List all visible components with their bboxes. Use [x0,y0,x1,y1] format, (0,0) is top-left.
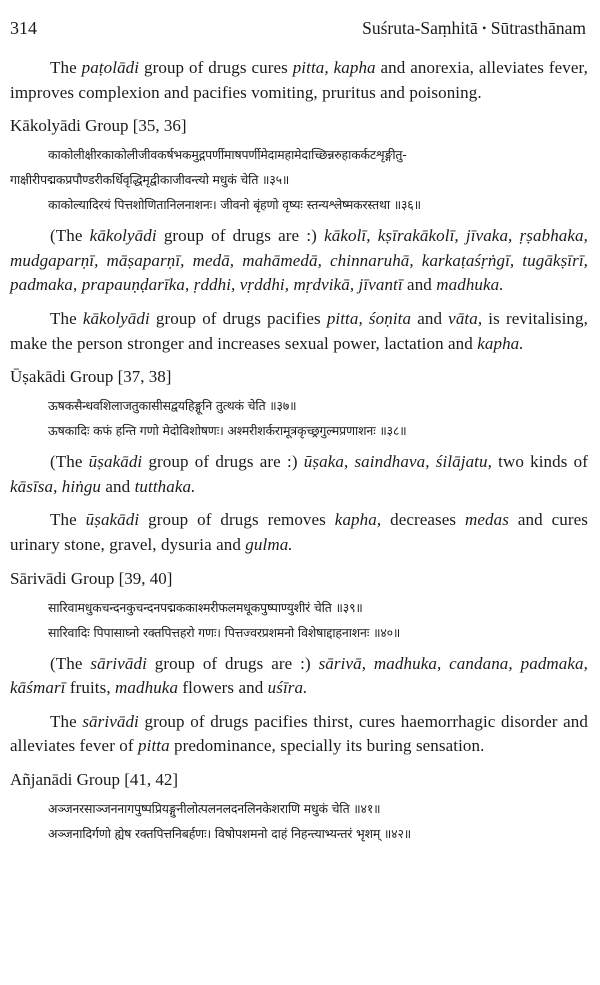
page-number: 314 [10,18,37,38]
sarivadi-translation: (The sārivādi group of drugs are :) sārivā, madhuka, candana, padmaka, kāśmarī fruits, madhuka flowers and uśīra. [10,653,589,698]
usakadi-heading: Ūṣakādi Group [37, 38] [10,367,172,387]
italic-term: madhuka [115,678,179,698]
anjanadi-verse-42: अञ्जनादिर्गणो ह्येष रक्तपित्तनिबर्हणः। विषोपशमनो दाहं निहन्त्याभ्यन्तरं भृशम् ॥४२॥ [48,825,412,841]
italic-term: pitta, śoṇita [326,308,412,328]
running-head-left: Suśruta-Saṃhitā [362,18,478,38]
italic-term: uśīra. [267,678,308,698]
kakolyadi-description: The kākolyādi group of drugs pacifies pitta, śoṇita and vāta, is revitalising, make the person stronger and increases sexual power, lactation and kapha. [10,308,588,353]
italic-term: kapha. [477,333,524,353]
italic-term: vāta, [448,308,483,328]
italic-term: medas [465,510,509,530]
usakadi-description: The ūṣakādi group of drugs removes kapha, decreases medas and cures urinary stone, gravel, dysuria and gulma. [10,510,588,554]
running-head-right: Sūtrasthānam [490,18,586,38]
usakadi-verse-38: ऊषकादिः कफं हन्ति गणो मेदोविशोषणः। अश्मरीशर्करामूत्रकृच्छ्रगुल्मप्रणाशनः ॥३८॥ [48,423,407,439]
sarivadi-heading: Sārivādi Group [39, 40] [10,568,173,588]
italic-term: ūṣakādi [88,452,143,472]
italic-term: sārivādi [90,653,147,673]
kakolyadi-verse-35-line2: गाक्षीरीपद्मकप्रपौण्डरीकर्धिवृद्धिमृद्वीकाजीवन्त्यो मधुकं चेति ॥३५॥ [10,172,290,188]
sarivadi-verse-40: सारिवादिः पिपासाघ्नो रक्तपित्तहरो गणः। पित्तज्वरप्रशमनो विशेषाद्दाहनाशनः ॥४०॥ [48,624,401,640]
sarivadi-verse-39: सारिवामधुकचन्दनकुचन्दनपद्मककाश्मरीफलमधूकपुष्पाण्युशीरं चेति ॥३९॥ [48,599,363,615]
page-header [10,18,586,42]
italic-term: sārivādi [82,711,139,731]
italic-term: pitta [138,736,170,756]
italic-term: ūṣakādi [85,510,140,530]
italic-term: sārivā, madhuka, candana, padmaka, kāśmarī [10,653,589,698]
italic-term: pitta, kapha [292,58,376,77]
usakadi-translation: (The ūṣakādi group of drugs are :) ūṣaka, saindhava, śilājatu, two kinds of kāsīsa, hiṅgu and tutthaka. [10,452,588,496]
italic-term: tutthaka. [134,476,196,496]
italic-term: paṭolādi [81,58,140,77]
italic-term: kākolyādi [89,226,157,246]
anjanadi-heading: Añjanādi Group [41, 42] [10,769,179,789]
usakadi-verse-37: ऊषकसैन्धवशिलाजतुकासीसद्वयहिङ्गूनि तुत्थकं चेति ॥३७॥ [48,398,297,414]
italic-term: gulma. [245,534,293,554]
running-head [362,18,586,39]
kakolyadi-verse-35-line1: काकोलीक्षीरकाकोलीजीवकर्षभकमुद्गपर्णीमाषपर्णीमेदामहामेदाच्छिन्नरुहाकर्कटशृङ्गीतु- [48,147,407,163]
italic-term: madhuka. [436,275,504,295]
running-head-separator: • [482,21,487,35]
sarivadi-description: The sārivādi group of drugs pacifies thirst, cures haemorrhagic disorder and alleviates fever of pitta predominance, specially its buring sensation. [10,711,588,756]
page-body [10,56,588,847]
italic-term: kapha, [334,510,382,530]
italic-term: kāsīsa, hiṅgu [10,476,102,496]
kakolyadi-translation: (The kākolyādi group of drugs are :) kākolī, kṣīrakākolī, jīvaka, ṛṣabhaka, mudgaparṇī, māṣaparṇī, medā, mahāmedā, chinnaruhā, karkaṭaśṛṅgī, tugākṣīrī, padmaka, prapauṇḍarīka, ṛddhi, vṛddhi, mṛdvikā, jīvantī and madhuka. [10,226,588,295]
italic-term: kākolyādi [82,308,150,328]
kakolyadi-verse-36: काकोल्यादिरयं पित्तशोणितानिलनाशनः। जीवनो बृंहणो वृष्यः स्तन्यश्लेष्मकरस्तथा ॥३६॥ [48,197,421,213]
italic-term: kākolī, kṣīrakākolī, jīvaka, ṛṣabhaka, mudgaparṇī, māṣaparṇī, medā, mahāmedā, chinnaruhā, karkaṭaśṛṅgī, tugākṣīrī, padmaka, prapauṇḍarīka, ṛddhi, vṛddhi, mṛdvikā, jīvantī [10,226,588,295]
patoladi-paragraph: The paṭolādi group of drugs cures pitta, kapha and anorexia, alleviates fever, improves complexion and pacifies vomiting, pruritus and poisoning. [10,58,588,102]
kakolyadi-heading: Kākolyādi Group [35, 36] [10,116,187,136]
italic-term: ūṣaka, saindhava, śilājatu, [303,452,492,472]
anjanadi-verse-41: अञ्जनरसाञ्जननागपुष्पप्रियङ्गुनीलोत्पलनलदनलिनकेशराणि मधुकं चेति ॥४१॥ [48,800,381,816]
